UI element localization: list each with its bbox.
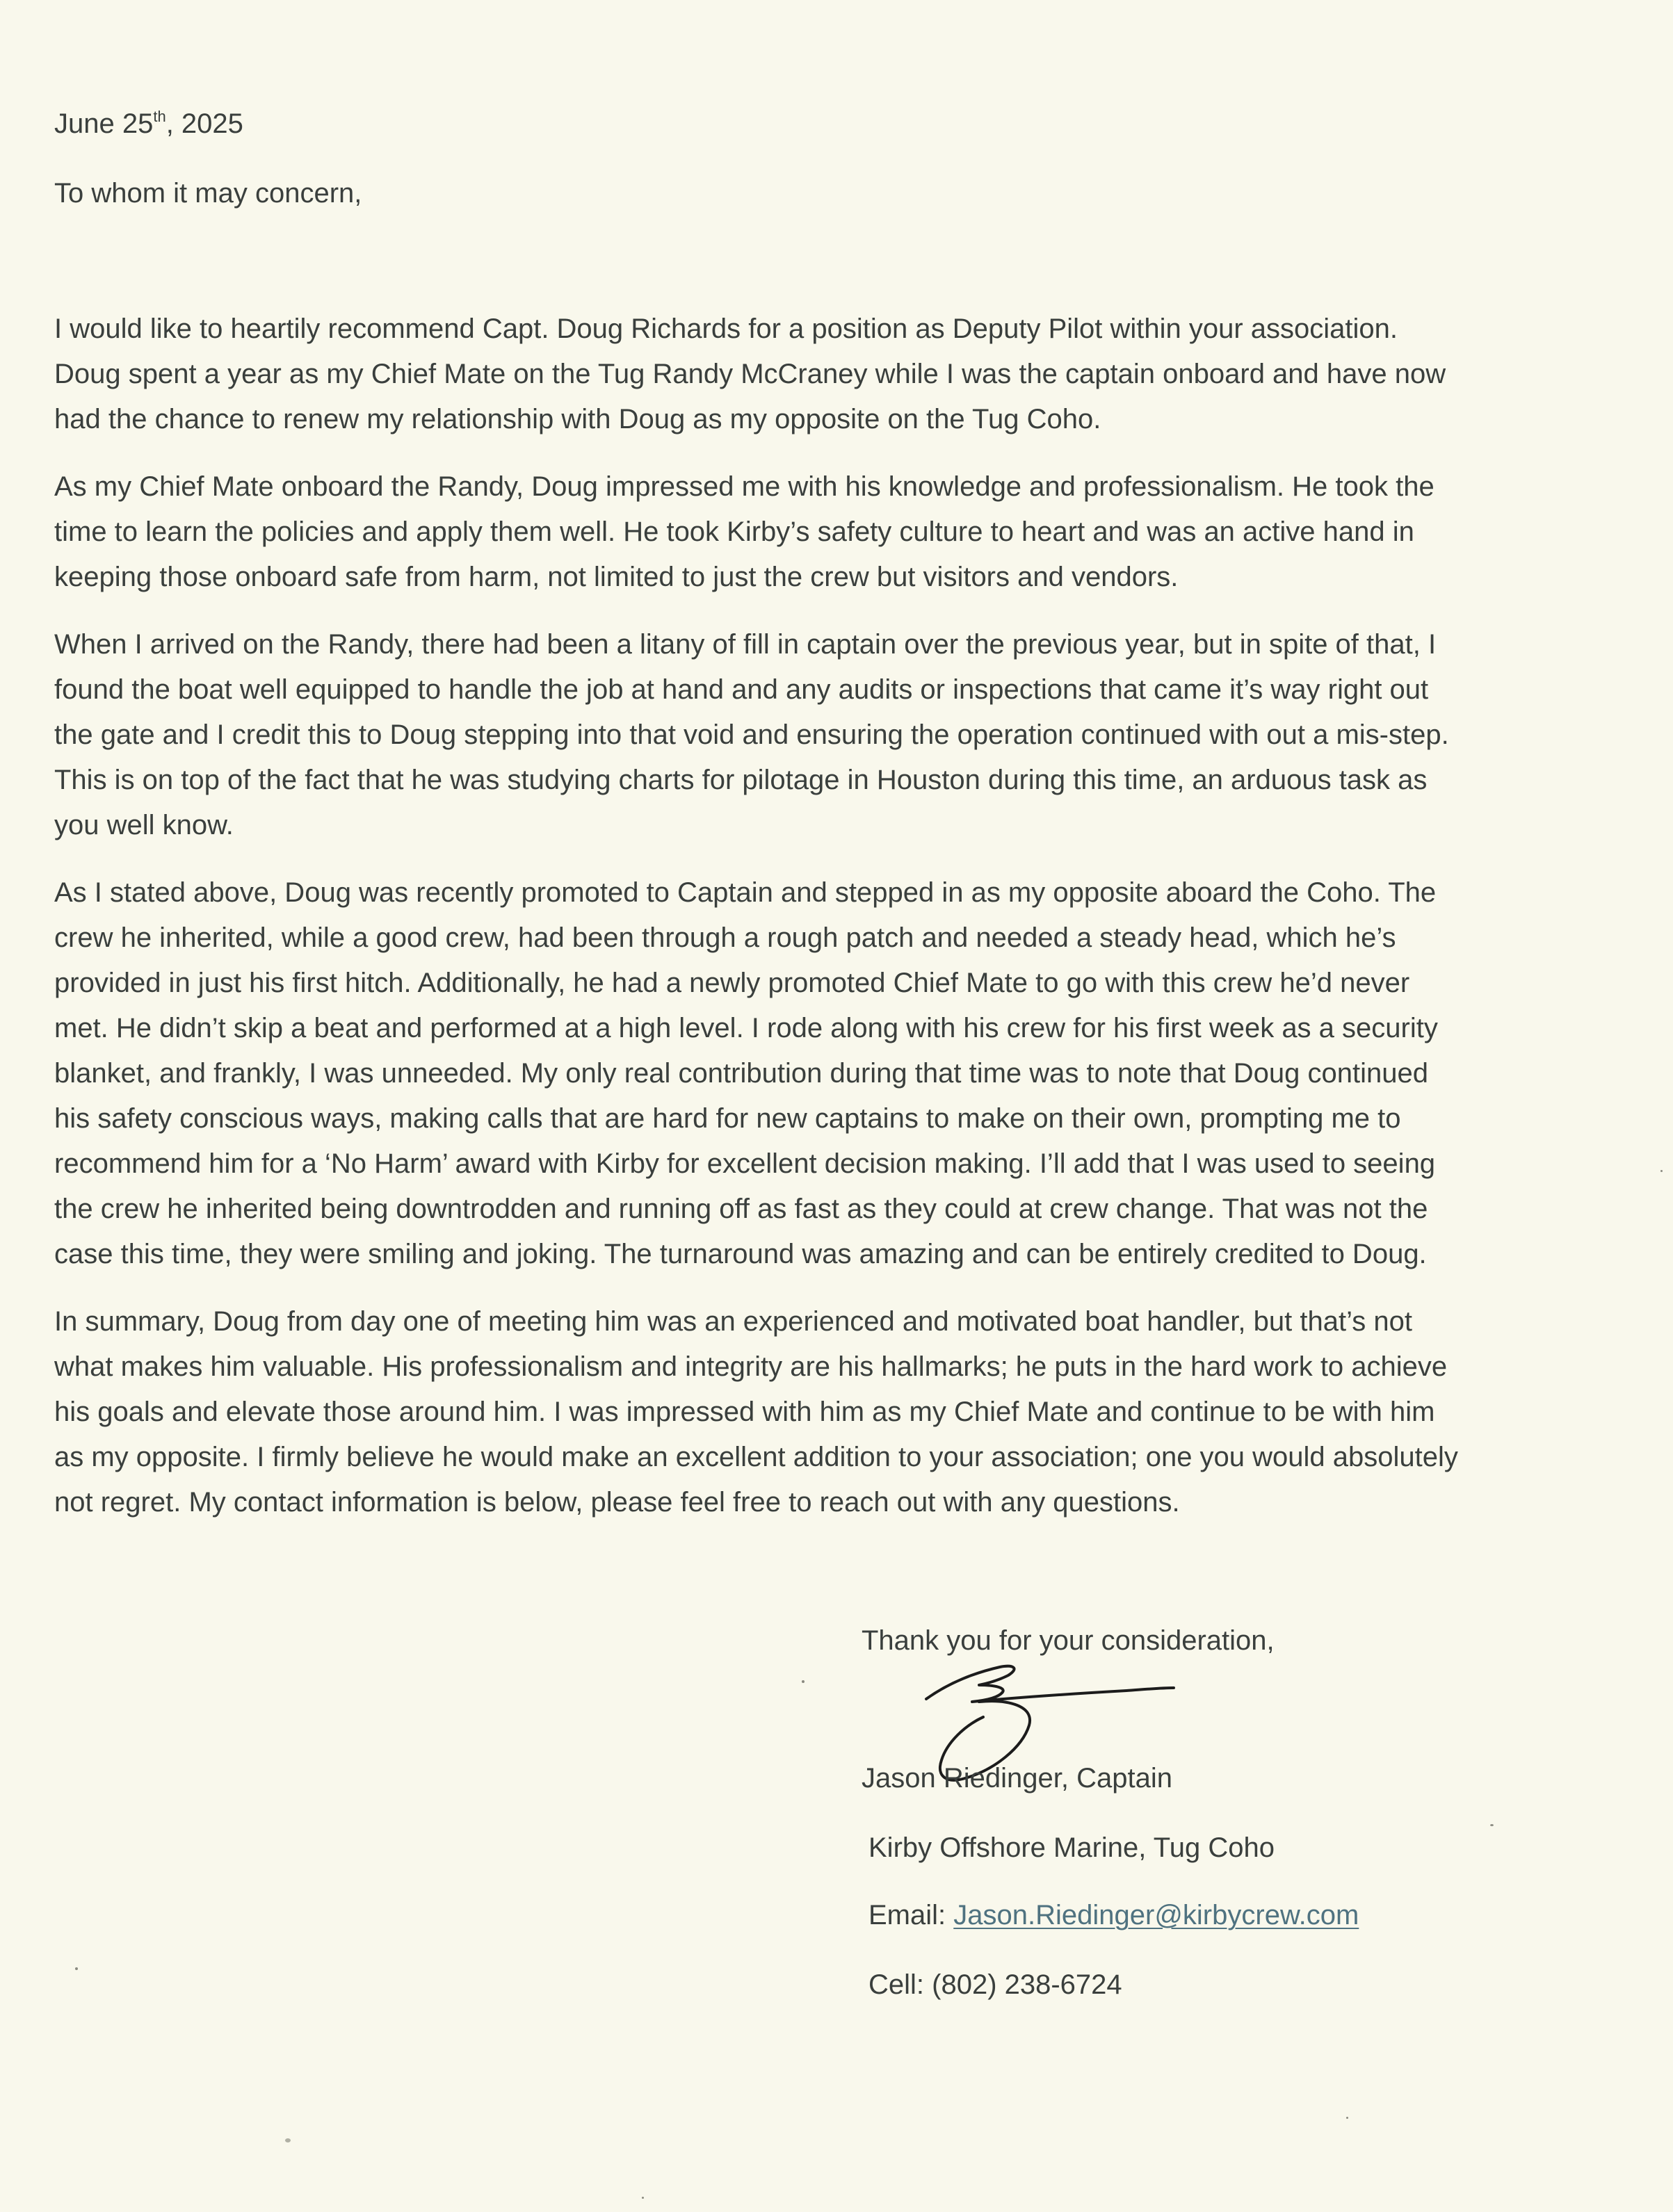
paragraph-2 [54,464,1633,600]
paper-speck [1490,1824,1494,1826]
paragraph-line: the gate and I credit this to Doug stepping into that void and ensuring the operation continued with out a mis-step. [54,719,1449,750]
paragraph-line: provided in just his first hitch. Additionally, he had a newly promoted Chief Mate to go with this crew he’d never [54,968,1410,998]
signer-name: Jason Riedinger, Captain [862,1763,1172,1794]
paragraph-line: had the chance to renew my relationship with Doug as my opposite on the Tug Coho. [54,404,1101,434]
paragraph-line: In summary, Doug from day one of meeting him was an experienced and motivated boat handler, but that’s not [54,1306,1412,1337]
paragraph-line: Doug spent a year as my Chief Mate on the Tug Randy McCraney while I was the captain onboard and have now [54,359,1446,389]
signer-company: Kirby Offshore Marine, Tug Coho [868,1832,1275,1863]
paper-speck [1660,1170,1663,1172]
paragraph-line: met. He didn’t skip a beat and performed at a high level. I rode along with his crew for his first week as a security [54,1013,1438,1043]
paper-speck [285,2138,291,2142]
paragraph-line: his safety conscious ways, making calls that are hard for new captains to make on their own, prompting me to [54,1103,1401,1134]
letter-date [54,103,243,145]
signer-email-line [868,1894,1359,1936]
paragraph-line: As my Chief Mate onboard the Randy, Doug impressed me with his knowledge and professionalism. He took the [54,471,1434,502]
paragraph-4 [54,870,1633,1277]
paragraph-line: case this time, they were smiling and joking. The turnaround was amazing and can be entirely credited to Doug. [54,1239,1427,1269]
paragraph-line: blanket, and frankly, I was unneeded. My only real contribution during that time was to note that Doug continued [54,1058,1428,1089]
date-month-day: June 25 [54,108,154,139]
email-label: Email: [868,1900,954,1930]
paragraph-line: time to learn the policies and apply them well. He took Kirby’s safety culture to heart and was an active hand in [54,517,1414,547]
salutation: To whom it may concern, [54,178,362,209]
paper-speck [802,1680,805,1683]
paragraph-line: you well know. [54,810,234,840]
paragraph-line: keeping those onboard safe from harm, not limited to just the crew but visitors and vendors. [54,562,1179,592]
paper-speck [642,2197,644,2199]
paragraph-line: the crew he inherited being downtrodden and running off as fast as they could at crew change. That was not the [54,1194,1428,1224]
email-link[interactable]: Jason.Riedinger@kirbycrew.com [953,1900,1359,1930]
signer-cell: Cell: (802) 238-6724 [868,1969,1122,2000]
paragraph-line: I would like to heartily recommend Capt. Doug Richards for a position as Deputy Pilot within your association. [54,314,1398,344]
paragraph-3 [54,622,1633,848]
paper-speck [1346,2117,1348,2119]
paragraph-line: As I stated above, Doug was recently promoted to Captain and stepped in as my opposite aboard the Coho. The [54,877,1437,908]
paragraph-line: found the boat well equipped to handle the job at hand and any audits or inspections that came it’s way right out [54,674,1429,705]
paper-speck [75,1967,78,1970]
paragraph-line: what makes him valuable. His professionalism and integrity are his hallmarks; he puts in the hard work to achieve [54,1351,1448,1382]
paragraph-line: as my opposite. I firmly believe he would make an excellent addition to your association; one you would absolutely [54,1442,1458,1472]
paragraph-line: crew he inherited, while a good crew, had been through a rough patch and needed a steady head, which he’s [54,922,1396,953]
date-ordinal-suffix: th [153,108,166,125]
paragraph-line: his goals and elevate those around him. I was impressed with him as my Chief Mate and continue to be with him [54,1397,1435,1427]
paragraph-line: not regret. My contact information is below, please feel free to reach out with any questions. [54,1487,1180,1518]
paragraph-1 [54,307,1633,442]
closing-line: Thank you for your consideration, [862,1625,1275,1656]
paragraph-line: When I arrived on the Randy, there had been a litany of fill in captain over the previous year, but in spite of that, I [54,629,1437,660]
paragraph-line: recommend him for a ‘No Harm’ award with Kirby for excellent decision making. I’ll add that I was used to seeing [54,1148,1436,1179]
date-year: , 2025 [165,108,243,139]
paragraph-line: This is on top of the fact that he was studying charts for pilotage in Houston during this time, an arduous task as [54,765,1428,795]
letter-body [54,307,1633,1547]
paragraph-5 [54,1299,1633,1525]
